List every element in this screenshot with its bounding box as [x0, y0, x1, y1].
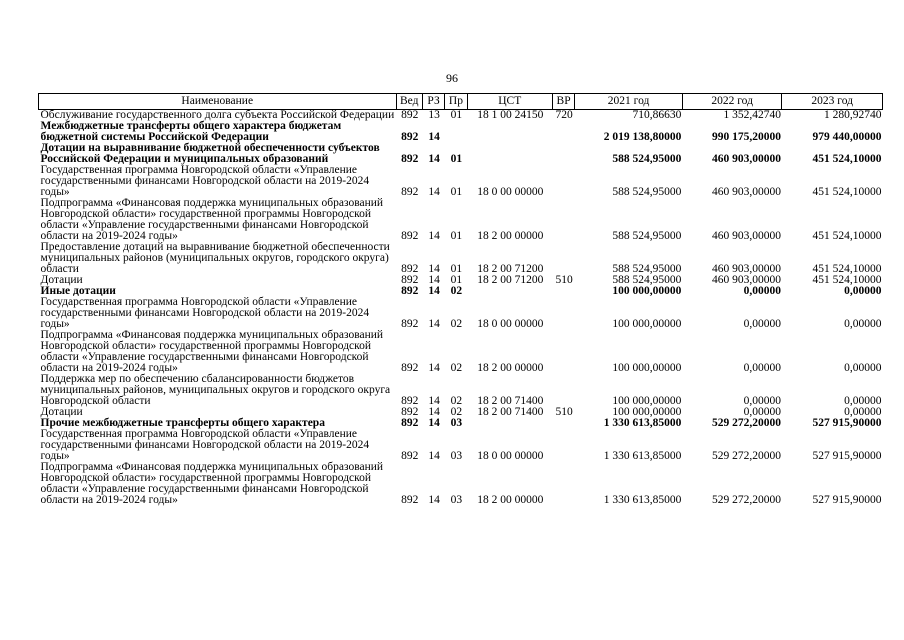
page-number: 96	[446, 71, 458, 85]
amount-2021-cell: 2 019 138,80000	[603, 131, 682, 143]
amount-2021-cell: 1 330 613,85000	[603, 494, 682, 506]
table-row	[39, 242, 883, 275]
name-cell: Межбюджетные трансферты общего характера бюджетам бюджетной системы Российской Федерации	[40, 120, 342, 143]
table-header-row	[39, 94, 883, 110]
vr-cell	[552, 198, 574, 242]
cst-cell: 18 2 00 00000	[477, 230, 544, 242]
name-cell: Предоставление дотаций на выравнивание бюджетной обеспеченности муниципальных районов (муниципальных округов, городского округа) области	[40, 241, 390, 275]
vr-cell: 720	[555, 109, 573, 121]
ved-cell: 892	[401, 318, 419, 330]
table-row	[39, 297, 883, 330]
name-cell: Дотации на выравнивание бюджетной обеспеченности субъектов Российской Федерации и муниципальных образований	[40, 142, 380, 165]
vr-cell	[552, 462, 574, 506]
pr-cell: 03	[450, 450, 463, 462]
column-header-rz: РЗ	[422, 94, 444, 110]
column-header-2023: 2023 год	[782, 94, 883, 110]
name-cell: Подпрограмма «Финансовая поддержка муниципальных образований Новгородской области» государственной программы Новгородской области «Управление государственными финансами Новгородской области на 2019-2024 годы»	[40, 197, 384, 242]
column-header-vr: ВР	[552, 94, 574, 110]
amount-2023-cell: 451 524,10000	[812, 274, 882, 286]
ved-cell: 892	[401, 274, 419, 286]
amount-2023-cell: 451 524,10000	[812, 263, 882, 275]
name-cell: Прочие межбюджетные трансферты общего характера	[40, 417, 325, 429]
vr-cell	[552, 286, 574, 297]
ved-cell: 892	[401, 109, 419, 121]
amount-2022-cell: 0,00000	[743, 406, 781, 418]
column-header-ved: Вед	[396, 94, 422, 110]
rz-cell: 14	[428, 274, 440, 286]
vr-cell	[552, 418, 574, 429]
ved-cell: 892	[401, 395, 419, 407]
amount-2023-cell: 979 440,00000	[812, 131, 882, 143]
cst-cell	[467, 143, 552, 165]
amount-2023-cell: 0,00000	[844, 362, 882, 374]
cst-cell	[467, 286, 552, 297]
amount-2021-cell: 100 000,00000	[612, 406, 682, 418]
name-cell: Поддержка мер по обеспечению сбалансированности бюджетов муниципальных районов, муниципальных округов и городского округа Новгородской области	[40, 373, 391, 407]
amount-2022-cell: 0,00000	[743, 285, 781, 297]
vr-cell	[552, 330, 574, 374]
amount-2022-cell: 1 352,42740	[723, 109, 781, 121]
rz-cell: 14	[428, 406, 440, 418]
table-row	[39, 165, 883, 198]
ved-cell: 892	[401, 406, 419, 418]
amount-2021-cell: 100 000,00000	[612, 362, 682, 374]
amount-2023-cell: 1 280,92740	[824, 109, 882, 121]
amount-2022-cell: 529 272,20000	[711, 417, 781, 429]
amount-2023-cell: 451 524,10000	[812, 186, 882, 198]
name-cell: Дотации	[40, 274, 83, 286]
cst-cell: 18 0 00 00000	[477, 450, 544, 462]
name-cell: Иные дотации	[40, 285, 116, 297]
ved-cell: 892	[401, 263, 419, 275]
amount-2021-cell: 710,86630	[632, 109, 682, 121]
amount-2023-cell: 451 524,10000	[812, 230, 882, 242]
table-row	[39, 198, 883, 242]
table-body	[39, 110, 883, 507]
table-row	[39, 374, 883, 407]
ved-cell: 892	[401, 153, 419, 165]
amount-2022-cell: 460 903,00000	[711, 153, 781, 165]
amount-2021-cell: 100 000,00000	[612, 395, 682, 407]
amount-2021-cell: 100 000,00000	[612, 318, 682, 330]
amount-2022-cell: 0,00000	[743, 395, 781, 407]
cst-cell	[467, 121, 552, 143]
ved-cell: 892	[401, 450, 419, 462]
rz-cell: 14	[428, 494, 440, 506]
pr-cell: 01	[450, 230, 463, 242]
table-row	[39, 121, 883, 143]
amount-2021-cell: 588 524,95000	[612, 274, 682, 286]
pr-cell: 02	[450, 318, 463, 330]
amount-2023-cell: 0,00000	[844, 395, 882, 407]
amount-2023-cell: 527 915,90000	[812, 494, 882, 506]
table-row	[39, 429, 883, 462]
ved-cell: 892	[401, 131, 419, 143]
pr-cell: 01	[450, 186, 463, 198]
rz-cell: 14	[428, 395, 440, 407]
vr-cell: 510	[555, 406, 573, 418]
vr-cell	[552, 121, 574, 143]
name-cell: Обслуживание государственного долга субъекта Российской Федерации	[40, 109, 395, 121]
amount-2021-cell: 1 330 613,85000	[603, 450, 682, 462]
table-row	[39, 462, 883, 506]
ved-cell: 892	[401, 186, 419, 198]
amount-2023-cell: 0,00000	[844, 285, 882, 297]
column-header-name: Наименование	[39, 94, 397, 110]
amount-2021-cell: 1 330 613,85000	[603, 417, 682, 429]
name-cell: Государственная программа Новгородской области «Управление государственными финансами Новгородской области на 2019-2024 годы»	[40, 428, 370, 462]
pr-cell: 03	[450, 417, 463, 429]
table-row	[39, 330, 883, 374]
pr-cell: 02	[450, 395, 463, 407]
pr-cell: 01	[450, 109, 463, 121]
name-cell: Подпрограмма «Финансовая поддержка муниципальных образований Новгородской области» государственной программы Новгородской области «Управление государственными финансами Новгородской области на 2019-2024 годы»	[40, 461, 384, 506]
amount-2022-cell: 460 903,00000	[711, 274, 781, 286]
amount-2022-cell: 0,00000	[743, 318, 781, 330]
rz-cell: 14	[428, 230, 440, 242]
name-cell: Государственная программа Новгородской области «Управление государственными финансами Новгородской области на 2019-2024 годы»	[40, 164, 370, 198]
column-header-pr: Пр	[445, 94, 467, 110]
ved-cell: 892	[401, 362, 419, 374]
pr-cell: 03	[450, 494, 463, 506]
pr-cell: 01	[450, 263, 463, 275]
rz-cell: 14	[428, 263, 440, 275]
name-cell: Подпрограмма «Финансовая поддержка муниципальных образований Новгородской области» государственной программы Новгородской области «Управление государственными финансами Новгородской области на 2019-2024 годы»	[40, 329, 384, 374]
rz-cell: 14	[428, 131, 440, 143]
amount-2022-cell: 529 272,20000	[711, 494, 781, 506]
amount-2021-cell: 588 524,95000	[612, 153, 682, 165]
vr-cell: 510	[555, 274, 573, 286]
pr-cell	[445, 121, 467, 143]
vr-cell	[552, 143, 574, 165]
amount-2021-cell: 588 524,95000	[612, 230, 682, 242]
amount-2022-cell: 0,00000	[743, 362, 781, 374]
vr-cell	[552, 429, 574, 462]
ved-cell: 892	[401, 494, 419, 506]
cst-cell: 18 0 00 00000	[477, 318, 544, 330]
cst-cell	[467, 418, 552, 429]
rz-cell: 14	[428, 153, 440, 165]
budget-table	[38, 93, 883, 506]
amount-2022-cell: 990 175,20000	[711, 131, 781, 143]
vr-cell	[552, 297, 574, 330]
name-cell: Государственная программа Новгородской области «Управление государственными финансами Новгородской области на 2019-2024 годы»	[40, 296, 370, 330]
amount-2022-cell: 460 903,00000	[711, 186, 781, 198]
cst-cell: 18 1 00 24150	[477, 109, 544, 121]
amount-2021-cell: 588 524,95000	[612, 186, 682, 198]
amount-2021-cell: 100 000,00000	[612, 285, 682, 297]
amount-2023-cell: 0,00000	[844, 406, 882, 418]
ved-cell: 892	[401, 285, 419, 297]
cst-cell: 18 2 00 00000	[477, 362, 544, 374]
amount-2022-cell: 460 903,00000	[711, 230, 781, 242]
rz-cell: 14	[428, 450, 440, 462]
pr-cell: 02	[450, 285, 463, 297]
rz-cell: 14	[428, 417, 440, 429]
cst-cell: 18 0 00 00000	[477, 186, 544, 198]
ved-cell: 892	[401, 230, 419, 242]
cst-cell: 18 2 00 71400	[477, 406, 544, 418]
cst-cell: 18 2 00 71200	[477, 274, 544, 286]
amount-2022-cell: 460 903,00000	[711, 263, 781, 275]
rz-cell: 14	[428, 186, 440, 198]
pr-cell: 02	[450, 362, 463, 374]
vr-cell	[552, 242, 574, 275]
amount-2023-cell: 527 915,90000	[812, 417, 882, 429]
ved-cell: 892	[401, 417, 419, 429]
table-row	[39, 143, 883, 165]
rz-cell: 14	[428, 362, 440, 374]
cst-cell: 18 2 00 71400	[477, 395, 544, 407]
amount-2022-cell: 529 272,20000	[711, 450, 781, 462]
amount-2023-cell: 451 524,10000	[812, 153, 882, 165]
pr-cell: 02	[450, 406, 463, 418]
column-header-2022: 2022 год	[682, 94, 782, 110]
cst-cell: 18 2 00 00000	[477, 494, 544, 506]
amount-2021-cell: 588 524,95000	[612, 263, 682, 275]
rz-cell: 14	[428, 318, 440, 330]
rz-cell: 13	[428, 109, 440, 121]
pr-cell: 01	[450, 274, 463, 286]
amount-2023-cell: 527 915,90000	[812, 450, 882, 462]
pr-cell: 01	[450, 153, 463, 165]
amount-2023-cell: 0,00000	[844, 318, 882, 330]
rz-cell: 14	[428, 285, 440, 297]
vr-cell	[552, 374, 574, 407]
vr-cell	[552, 165, 574, 198]
column-header-2021: 2021 год	[575, 94, 683, 110]
column-header-cst: ЦСТ	[467, 94, 552, 110]
name-cell: Дотации	[40, 406, 83, 418]
cst-cell: 18 2 00 71200	[477, 263, 544, 275]
